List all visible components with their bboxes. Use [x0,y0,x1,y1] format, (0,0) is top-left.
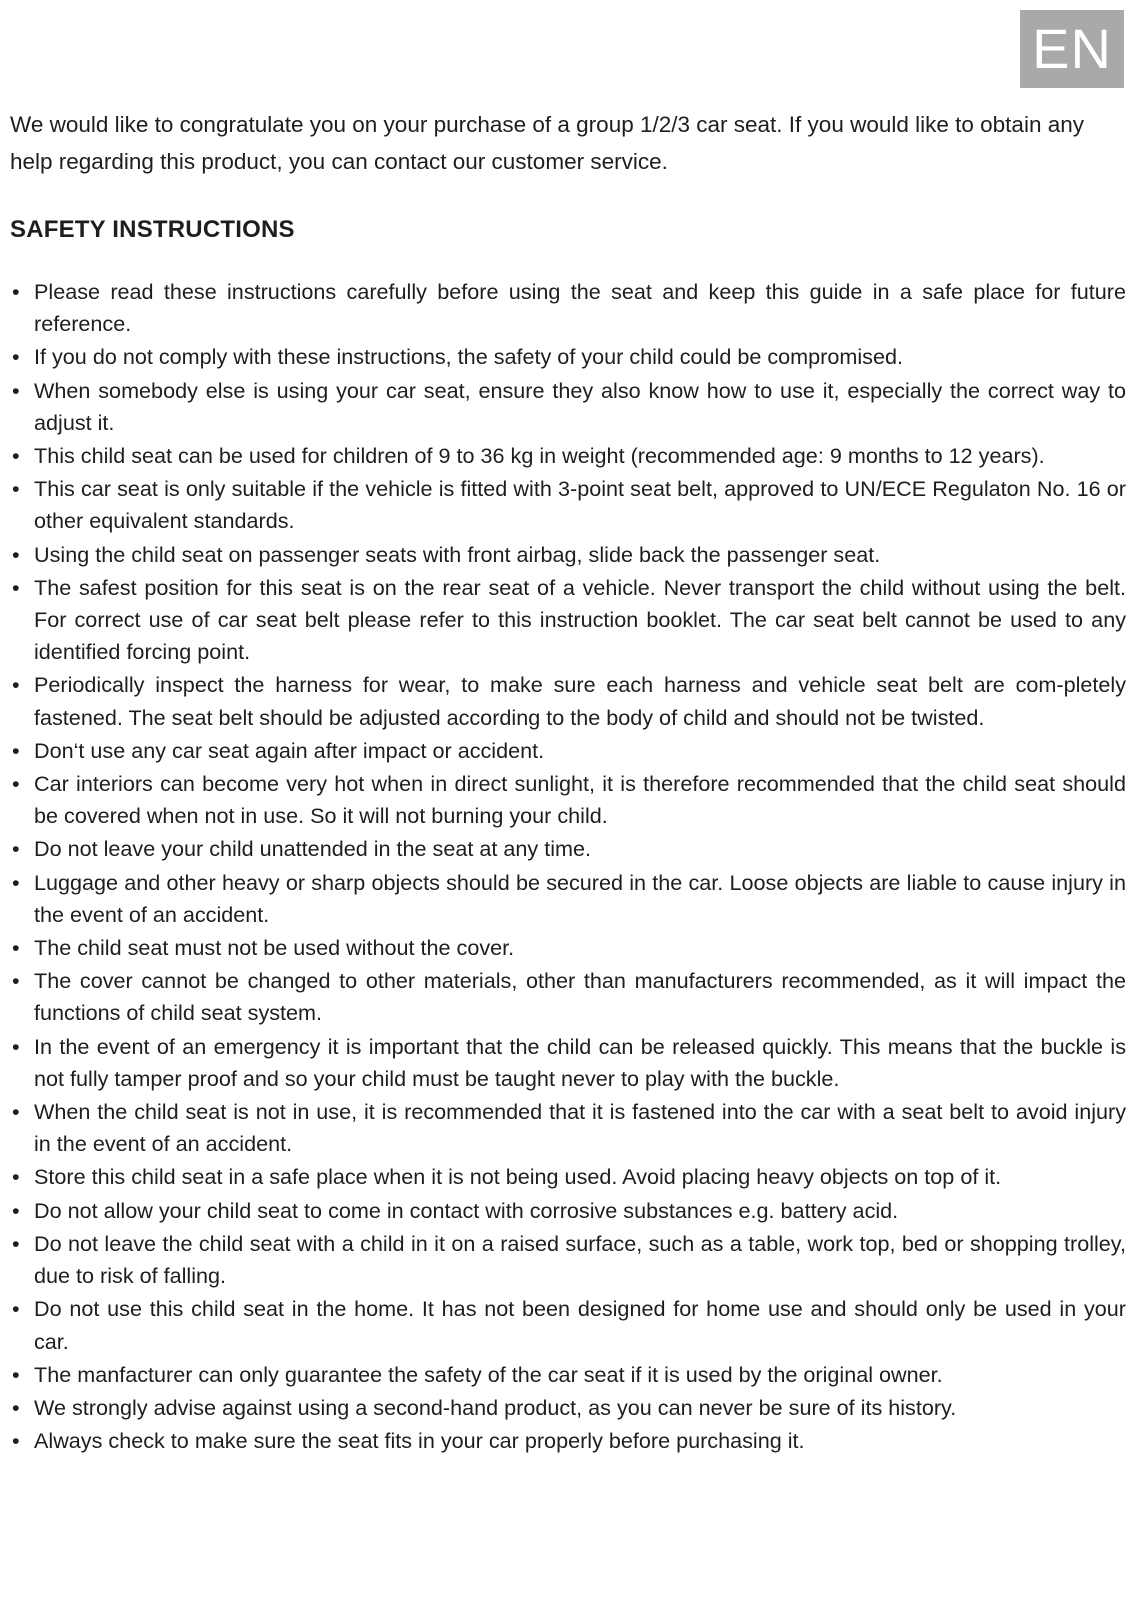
instruction-text: When the child seat is not in use, it is recommended that it is fastened into the car with a seat belt to avoid injury in the event of an accident. [34,1099,1126,1157]
list-item [10,932,1126,964]
bullet-icon: • [12,836,20,862]
instruction-text: In the event of an emergency it is important that the child can be released quickly. This means that the buckle is not fully tamper proof and so your child must be taught never to play with the buckle. [34,1033,1126,1091]
list-item [10,1293,1126,1357]
instruction-text: Car interiors can become very hot when in direct sunlight, it is therefore recommended that the child seat should be covered when not in use. So it will not burning your child. [34,771,1126,829]
instruction-text: The manfacturer can only guarantee the safety of the car seat if it is used by the original owner. [34,1361,943,1387]
list-item [10,1161,1126,1193]
bullet-icon: • [12,672,20,698]
list-item [10,1228,1126,1292]
instruction-text: This car seat is only suitable if the vehicle is fitted with 3-point seat belt, approved to UN/ECE Regulaton No. 16 or other equivalent standards. [34,476,1126,534]
instruction-text: Store this child seat in a safe place when it is not being used. Avoid placing heavy objects on top of it. [34,1164,1002,1190]
bullet-icon: • [12,344,20,370]
safety-instructions-list [10,276,1126,1457]
instruction-text: Do not leave the child seat with a child in it on a raised surface, such as a table, work top, bed or shopping trolley, due to risk of falling. [34,1230,1126,1289]
instruction-text: Don‘t use any car seat again after impact or accident. [34,737,545,763]
bullet-icon: • [12,1428,20,1454]
bullet-icon: • [12,476,20,502]
list-item [10,1359,1126,1391]
instruction-text: Do not allow your child seat to come in contact with corrosive substances e.g. battery acid. [34,1197,899,1223]
bullet-icon: • [12,1033,20,1059]
list-item [10,276,1126,340]
bullet-icon: • [12,935,20,961]
bullet-icon: • [12,1394,20,1420]
instruction-text: When somebody else is using your car seat, ensure they also know how to use it, especially the correct way to adjust it. [34,377,1126,435]
list-item [10,341,1126,373]
bullet-icon: • [12,279,20,304]
bullet-icon: • [12,541,20,567]
list-item [10,965,1126,1029]
list-item [10,735,1126,767]
bullet-icon: • [12,1230,20,1256]
list-item [10,1031,1126,1095]
list-item [10,768,1126,832]
instruction-text: The safest position for this seat is on the rear seat of a vehicle. Never transport the child without using the belt. For correct use of car seat belt please refer to this instruction booklet. The car seat belt cannot be used to any identified forcing point. [34,574,1126,665]
list-item [10,539,1126,571]
instruction-text: Do not use this child seat in the home. It has not been designed for home use and should only be used in your car. [34,1296,1126,1354]
instruction-text: Using the child seat on passenger seats with front airbag, slide back the passenger seat. [34,541,881,567]
bullet-icon: • [12,869,20,895]
list-item [10,1392,1126,1424]
bullet-icon: • [12,1099,20,1125]
instruction-text: The child seat must not be used without the cover. [34,935,515,961]
instruction-text: If you do not comply with these instructions, the safety of your child could be compromised. [34,344,903,370]
list-item [10,572,1126,669]
list-item [10,440,1126,472]
list-item [10,867,1126,931]
intro-paragraph: We would like to congratulate you on your purchase of a group 1/2/3 car seat. If you would like to obtain any help regarding this product, you can contact our customer service. [10,112,1084,174]
bullet-icon: • [12,968,20,994]
bullet-icon: • [12,443,20,469]
instruction-text: This child seat can be used for children of 9 to 36 kg in weight (recommended age: 9 months to 12 years). [34,443,1045,469]
instruction-text: Periodically inspect the harness for wear, to make sure each harness and vehicle seat belt are com-pletely fastened. The seat belt should be adjusted according to the body of child and should not be twisted. [34,672,1126,730]
list-item [10,1096,1126,1160]
bullet-icon: • [12,771,20,797]
bullet-icon: • [12,1197,20,1223]
bullet-icon: • [12,1361,20,1387]
bullet-icon: • [12,574,20,600]
instruction-text: The cover cannot be changed to other materials, other than manufacturers recommended, as it will impact the functions of child seat system. [34,968,1126,1026]
instruction-text: Please read these instructions carefully before using the seat and keep this guide in a safe place for future reference. [34,279,1126,337]
list-item [10,669,1126,733]
bullet-icon: • [12,1296,20,1322]
instruction-text: We strongly advise against using a second-hand product, as you can never be sure of its history. [34,1394,957,1420]
bullet-icon: • [12,737,20,763]
list-item [10,375,1126,439]
list-item [10,473,1126,537]
instruction-text: Always check to make sure the seat fits in your car properly before purchasing it. [34,1428,805,1454]
bullet-icon: • [12,377,20,403]
bullet-icon: • [12,1164,20,1190]
document-page [10,106,1126,1458]
language-badge: EN [1020,10,1124,88]
list-item [10,833,1126,865]
list-item [10,1425,1126,1457]
instruction-text: Do not leave your child unattended in the seat at any time. [34,836,591,862]
instruction-text: Luggage and other heavy or sharp objects should be secured in the car. Loose objects are liable to cause injury in the event of an accident. [34,869,1126,927]
section-title: SAFETY INSTRUCTIONS [10,216,295,243]
list-item [10,1195,1126,1227]
